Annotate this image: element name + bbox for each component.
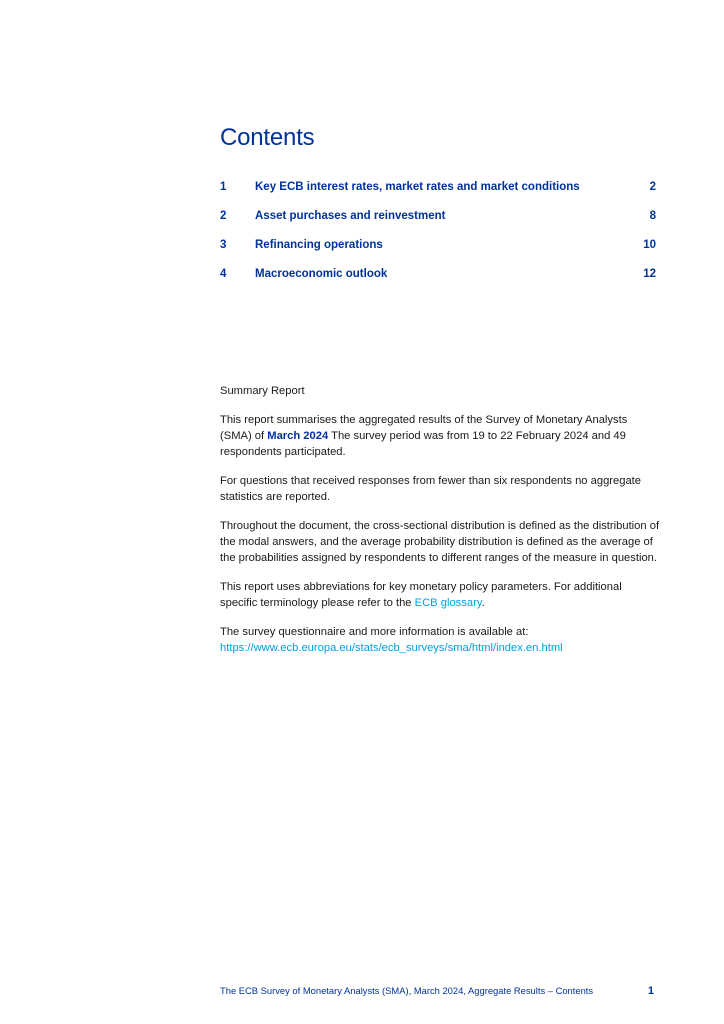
toc-entry-3[interactable] — [220, 237, 656, 266]
summary-paragraph-3: Throughout the document, the cross-sectional distribution is defined as the distribution of the modal answers, and the average probability distribution is defined as the average of the probabilities assigned by respondents to different ranges of the measure in question. — [220, 520, 660, 564]
toc-entry-page: 2 — [649, 181, 656, 193]
toc-entry-number: 2 — [220, 210, 227, 222]
summary-p4-text-end: . — [481, 597, 485, 609]
summary-p1-text-end: The survey period was from 19 to 22 February 2024 and 49 respondents participated. — [220, 430, 626, 458]
toc-entry-page: 8 — [649, 210, 656, 222]
summary-paragraph-2: For questions that received responses from fewer than six respondents no aggregate statistics are reported. — [220, 475, 642, 503]
summary-paragraph-1 — [220, 412, 660, 460]
toc-entry-title[interactable]: Macroeconomic outlook — [255, 268, 388, 280]
ecb-glossary-link[interactable]: ECB glossary — [414, 597, 482, 609]
toc-entry-title[interactable]: Asset purchases and reinvestment — [255, 210, 446, 222]
toc-entry-4[interactable] — [220, 266, 656, 295]
table-of-contents — [220, 179, 656, 295]
summary-paragraph-4 — [220, 579, 660, 611]
toc-entry-page: 10 — [643, 239, 656, 251]
toc-entry-number: 4 — [220, 268, 227, 280]
summary-section — [220, 383, 660, 669]
summary-p1-text: This report summarises the aggregated results of the Survey of Monetary Analysts (SMA) of — [220, 414, 628, 442]
summary-p4-text: This report uses abbreviations for key monetary policy parameters. For additional specific terminology please refer to the — [220, 581, 622, 609]
toc-entry-number: 3 — [220, 239, 227, 251]
footer-page-number: 1 — [647, 985, 654, 997]
survey-url-link[interactable]: https://www.ecb.europa.eu/stats/ecb_surveys/sma/html/index.en.html — [220, 642, 563, 654]
survey-date-highlight: March 2024 — [267, 430, 329, 442]
summary-p5-text: The survey questionnaire and more information is available at: — [220, 626, 529, 638]
toc-entry-2[interactable] — [220, 208, 656, 237]
toc-entry-number: 1 — [220, 181, 227, 193]
summary-paragraph-5 — [220, 624, 660, 656]
toc-entry-page: 12 — [643, 268, 656, 280]
footer-text: The ECB Survey of Monetary Analysts (SMA), March 2024, Aggregate Results – Contents — [220, 985, 594, 996]
summary-heading: Summary Report — [220, 385, 305, 397]
page-title: Contents — [220, 124, 315, 151]
toc-entry-title[interactable]: Key ECB interest rates, market rates and market conditions — [255, 181, 580, 193]
toc-entry-title[interactable]: Refinancing operations — [255, 239, 383, 251]
toc-entry-1[interactable] — [220, 179, 656, 208]
